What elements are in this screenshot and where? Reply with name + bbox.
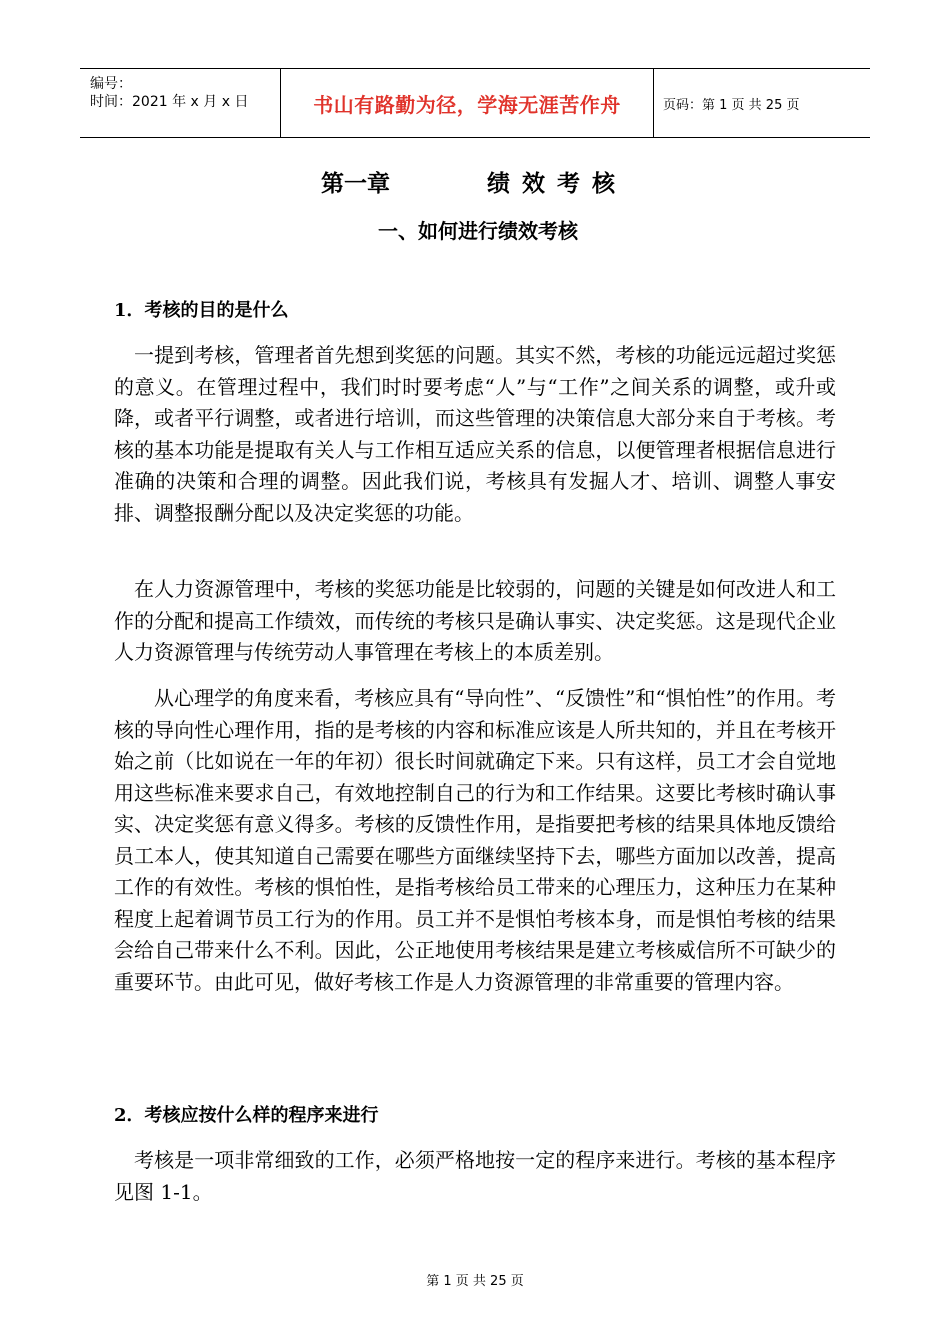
paragraph-1: 一提到考核，管理者首先想到奖惩的问题。其实不然，考核的功能远远超过奖惩的意义。在管理过程中，我们时时要考虑“人”与“工作”之间关系的调整，或升或降，或者平行调整，或者进行培训，而这些管理的决策信息大部分来自于考核。考核的基本功能是提取有关人与工作相互适应关系的信息，以便管理者根据信息进行准确的决策和合理的调整。因此我们说，考核具有发掘人才、培训、调整人事安排、调整报酬分配以及决定奖惩的功能。 xyxy=(114,343,836,525)
subsection-heading-2: 2．考核应按什么样的程序来进行 xyxy=(114,1105,379,1126)
section-title xyxy=(0,215,950,244)
header-motto: 书山有路勤为径，学海无涯苦作舟 xyxy=(313,92,621,117)
page-header xyxy=(80,68,870,138)
subsection-heading-1: 1．考核的目的是什么 xyxy=(114,300,289,321)
header-motto-cell xyxy=(281,69,654,137)
paragraph-3: 从心理学的角度来看，考核应具有“导向性”、“反馈性”和“惧怕性”的作用。考核的导向性心理作用，指的是考核的内容和标准应该是人所共知的，并且在考核开始之前（比如说在一年的年初）很长时间就确定下来。只有这样，员工才会自觉地用这些标准来要求自己，有效地控制自己的行为和工作结果。这要比考核时确认事实、决定奖惩有意义得多。考核的反馈性作用，是指要把考核的结果具体地反馈给员工本人，使其知道自己需要在哪些方面继续坚持下去，哪些方面加以改善，提高工作的有效性。考核的惧怕性，是指考核给员工带来的心理压力，这种压力在某种程度上起着调节员工行为的作用。员工并不是惧怕考核本身，而是惧怕考核的结果会给自己带来什么不利。因此，公正地使用考核结果是建立考核威信所不可缺少的重要环节。由此可见，做好考核工作是人力资源管理的非常重要的管理内容。 xyxy=(114,686,836,994)
chapter-title: 绩效考核 xyxy=(487,171,627,197)
number-label: 编号： xyxy=(90,76,132,92)
paragraph-2: 在人力资源管理中，考核的奖惩功能是比较弱的，问题的关键是如何改进人和工作的分配和提高工作绩效，而传统的考核只是确认事实、决定奖惩。这是现代企业人力资源管理与传统劳动人事管理在考核上的本质差别。 xyxy=(114,577,836,664)
date-label: 时间：2021 年 x 月 x 日 xyxy=(90,94,249,110)
header-page-info: 页码：第 1 页 共 25 页 xyxy=(663,97,800,113)
chapter-heading xyxy=(0,165,950,197)
paragraph-4: 考核是一项非常细致的工作，必须严格地按一定的程序来进行。考核的基本程序见图 1-1。 xyxy=(114,1148,836,1204)
chapter-label: 第一章 xyxy=(321,171,390,197)
page-footer: 第 1 页 共 25 页 xyxy=(426,1274,524,1289)
header-meta xyxy=(80,69,281,137)
section-title-text: 一、如何进行绩效考核 xyxy=(378,219,578,243)
